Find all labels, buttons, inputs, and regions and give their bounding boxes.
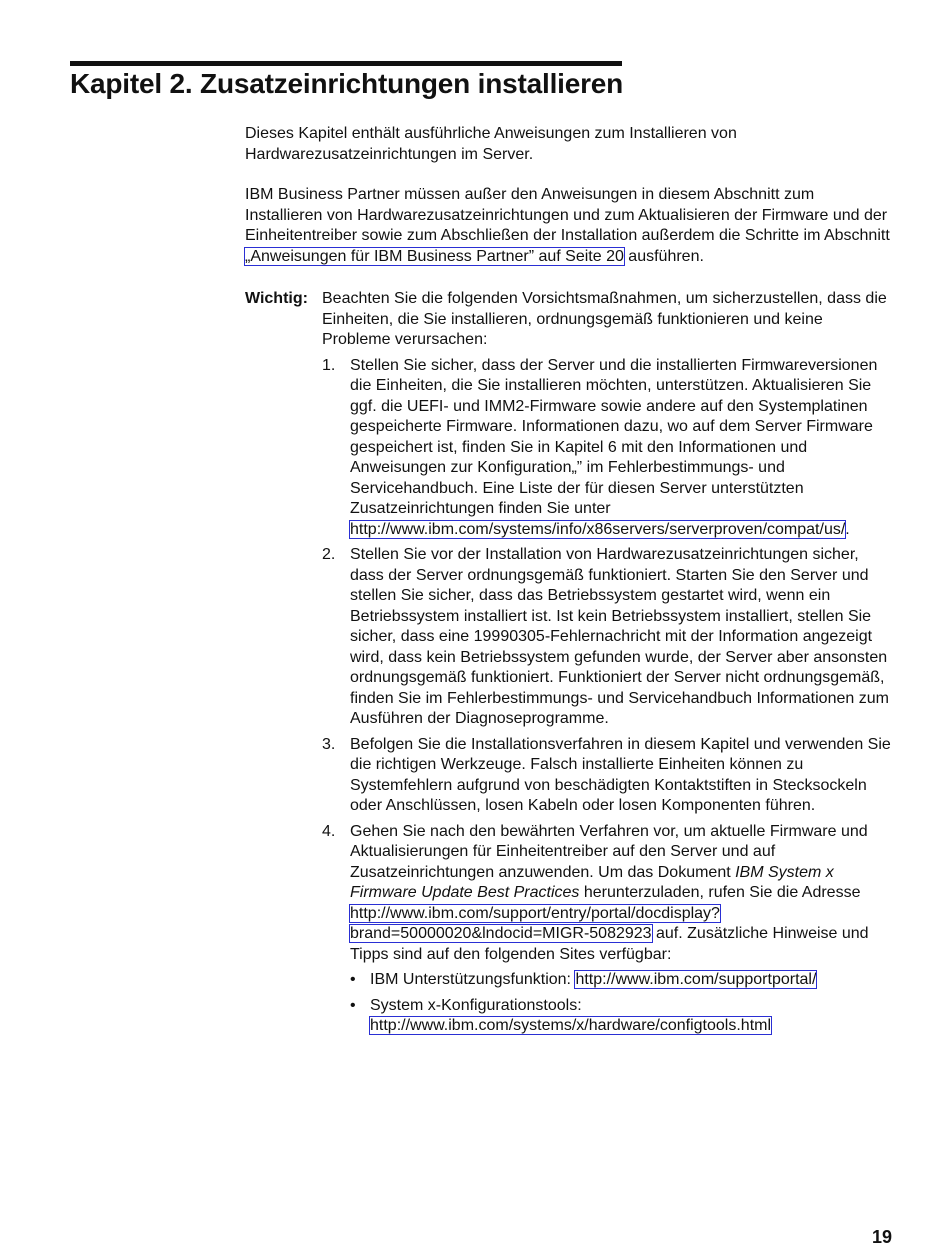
important-label: Wichtig: [245, 290, 308, 307]
list-item-number: 4. [322, 822, 336, 840]
bullet-item [350, 970, 893, 991]
item-text: auf. Zusätzliche Hinweise und Tipps sind auf den folgenden Sites verfügbar: [350, 925, 869, 963]
important-intro: Beachten Sie die folgenden Vorsichtsmaßnahmen, um sicherzustellen, dass die Einheiten, die Sie installieren, ordnungsgemäß funktionieren und keine Probleme verursachen: [322, 290, 887, 348]
serverproven-link[interactable]: http://www.ibm.com/systems/info/x86servers/serverproven/compat/us/ [350, 520, 846, 538]
chapter-title: Kapitel 2. Zusatzeinrichtungen installieren [70, 68, 624, 99]
list-item-number: 2. [322, 546, 336, 563]
support-sites-list [350, 970, 893, 1037]
business-partner-paragraph [245, 185, 893, 267]
list-item [322, 735, 893, 817]
list-item-number: 3. [322, 735, 336, 753]
bullet-icon: • [350, 996, 356, 1014]
page-number: 19 [871, 1227, 892, 1247]
list-item-number: 1. [322, 356, 336, 374]
paragraph-text: ausführen. [623, 247, 704, 265]
important-notice [245, 289, 893, 1037]
item-text: Stellen Sie sicher, dass der Server und die installierten Firmwareversionen die Einheiten, die Sie installieren möchten, unterstützen. Aktualisieren Sie ggf. die UEFI- und IMM2-Firmware sowie andere auf den Systemplatinen gespeicherte Firmware. Informationen dazu, wo auf dem Server Firmware gespeichert ist, finden Sie in Kapitel 6 mit den Informationen und Anweisungen zur Konfiguration„” im Fehlerbestimmungs- und Servicehandbuch. Eine Liste der für diesen Server unterstützten Zusatzeinrichtungen finden Sie unter [350, 356, 878, 517]
list-item [322, 545, 893, 730]
bullet-item [350, 996, 893, 1037]
bullet-text [370, 996, 893, 1037]
item-text: . [845, 520, 850, 538]
precautions-list [322, 356, 893, 1037]
item-text: herunterzuladen, rufen Sie die Adresse [579, 884, 861, 901]
paragraph-text: IBM Business Partner müssen außer den Anweisungen in diesem Abschnitt zum Installieren von Hardwarezusatzeinrichtungen und zum Aktualisieren der Firmware und der Einheitentreiber sowie zum Abschließen der Installation außerdem die Schritte im Abschnitt [245, 186, 890, 244]
list-item-text [350, 822, 893, 1037]
important-body [322, 289, 893, 1037]
bullet-label: System x-Konfigurationstools: [370, 996, 582, 1014]
list-item-text: Befolgen Sie die Installationsverfahren in diesem Kapitel und verwenden Sie die richtigen Werkzeuge. Falsch installierte Einheiten können zu Systemfehlern aufgrund von beschädigten Kontaktstiften in Stecksockeln oder Anschlüssen, losen Kabeln oder losen Komponenten führen. [350, 735, 891, 814]
document-title: IBM System x Firmware Update Best Practices [350, 863, 834, 901]
list-item [322, 822, 893, 1037]
intro-paragraph: Dieses Kapitel enthält ausführliche Anweisungen zum Installieren von Hardwarezusatzeinrichtungen im Server. [245, 125, 737, 163]
main-content [245, 124, 893, 1037]
list-item-text [350, 356, 893, 541]
item-text: Gehen Sie nach den bewährten Verfahren vor, um aktuelle Firmware und Aktualisierungen für Einheitentreiber auf den Server und auf Zusatzeinrichtungen anzuwenden. Um das Dokument [350, 822, 868, 881]
bullet-icon: • [350, 971, 356, 988]
configtools-link[interactable]: http://www.ibm.com/systems/x/hardware/configtools.html [370, 1017, 772, 1034]
bullet-label: IBM Unterstützungsfunktion: [370, 971, 576, 988]
list-item-text: Stellen Sie vor der Installation von Hardwarezusatzeinrichtungen sicher, dass der Server ordnungsgemäß funktioniert. Starten Sie den Server und stellen Sie sicher, dass das Betriebssystem gestartet wird, wenn ein Betriebssystem installiert ist. Ist kein Betriebssystem installiert, stellen Sie sicher, dass eine 19990305-Fehlernachricht mit der Information angezeigt wird, dass kein Betriebssystem gefunden wurde, der Server aber ansonsten ordnungsgemäß funktioniert. Funktioniert der Server nicht ordnungsgemäß, finden Sie im Fehlerbestimmungs- und Servicehandbuch Informationen zum Ausführen der Diagnoseprogramme. [350, 546, 889, 727]
firmware-best-practices-link[interactable]: http://www.ibm.com/support/entry/portal/docdisplay?brand=50000020&lndocid=MIGR-5082923 [350, 904, 720, 942]
business-partner-link[interactable]: „Anweisungen für IBM Business Partner” auf Seite 20 [245, 247, 624, 265]
list-item [322, 356, 893, 541]
supportportal-link[interactable]: http://www.ibm.com/supportportal/ [575, 971, 817, 988]
bullet-text [370, 970, 893, 991]
